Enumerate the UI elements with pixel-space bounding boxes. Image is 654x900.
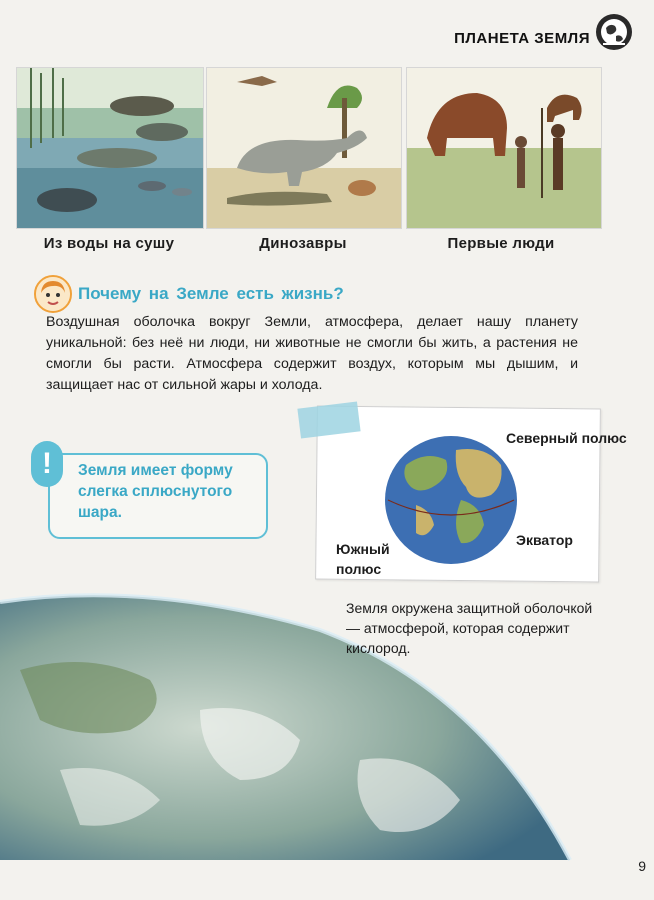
section-body: Воздушная оболочка вокруг Земли, атмосфера, делает нашу планету уникальной: без неё ни люди, ни животные не смогли бы жить, а растения не смогли бы расти. Атмосфера содержит воздух, которым мы дышим, и защищает нас от сильной жары и холода. [46,314,578,393]
section-question: Почему на Земле есть жизнь? [78,284,344,303]
first-people-illustration [406,67,602,229]
atmosphere-caption: Земля окружена защитной оболочкой — атмосферой, которая содержит кислород. [346,600,593,656]
dinosaurs-illustration [206,67,402,229]
girl-avatar-icon [34,275,72,313]
south-pole-label: Южный полюс [336,541,390,577]
caption-water-to-land: Из воды на сушу [43,235,175,252]
page-title: ПЛАНЕТА ЗЕМЛЯ [454,30,590,47]
fact-note-text: Земля имеет форму слегка сплюснутого шара. [78,462,233,521]
globe-icon [596,14,632,50]
exclamation-icon: ! [31,441,63,487]
north-pole-label: Северный полюс [506,430,627,446]
equator-label: Экватор [516,532,573,548]
water-to-land-illustration [16,67,204,229]
caption-dinosaurs: Динозавры [259,235,347,252]
page-number: 9 [638,858,646,874]
caption-first-people: Первые люди [447,235,555,252]
